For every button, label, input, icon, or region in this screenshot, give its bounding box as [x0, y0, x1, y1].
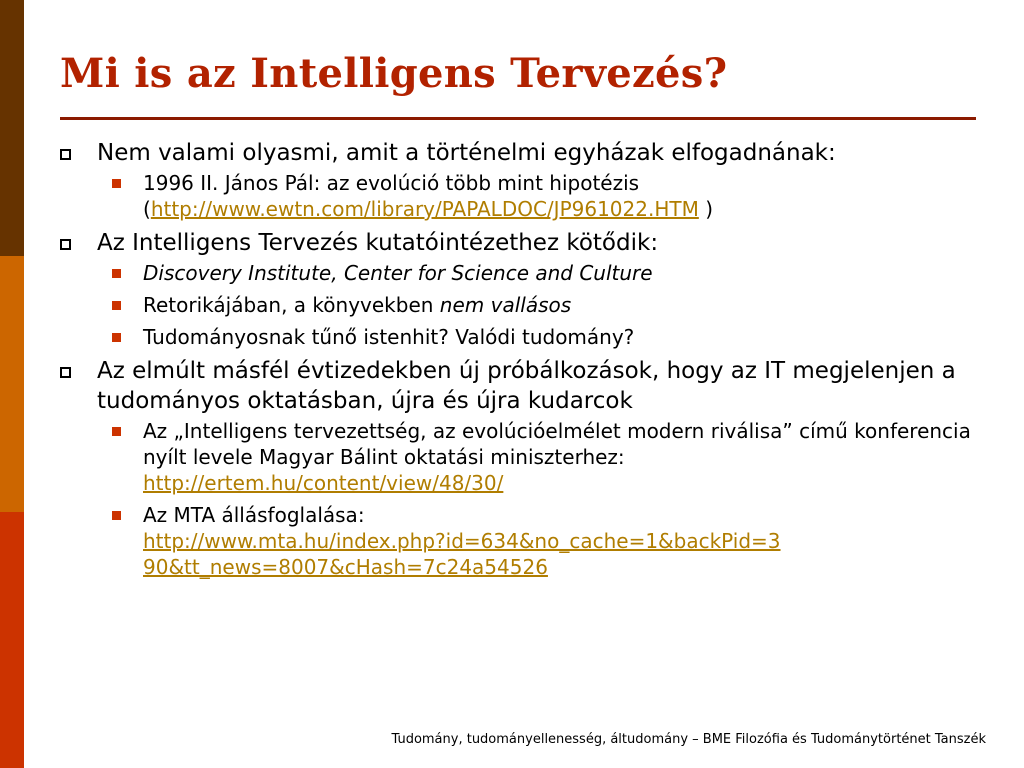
side-band-middle [0, 256, 24, 512]
side-band-bottom [0, 512, 24, 768]
ertem-link[interactable]: http://ertem.hu/content/view/48/30/ [143, 471, 504, 495]
bullet-1 [60, 138, 990, 168]
slide-title: Mi is az Intelligens Tervezés? [60, 50, 728, 97]
bullet-3-sub-2 [97, 502, 990, 580]
square-bullet-icon [112, 301, 121, 310]
bullet-2-sub-2-italic: nem vallásos [439, 293, 572, 317]
bullet-3 [60, 356, 990, 416]
bullet-2-sub-3 [97, 324, 990, 350]
ewtn-link[interactable]: http://www.ewtn.com/library/PAPALDOC/JP961022.HTM [150, 197, 699, 221]
hollow-square-bullet-icon [60, 149, 71, 160]
mta-link-line-2: 90&tt_news=8007&cHash=7c24a54526 [143, 555, 548, 579]
side-band-top [0, 0, 24, 256]
bullet-2-sub-2-text: Retorikájában, a könyvekben [143, 293, 440, 317]
bullet-2-sub-1-text: Discovery Institute, Center for Science and Culture [143, 261, 653, 285]
hollow-square-bullet-icon [60, 367, 71, 378]
bullet-3-text: Az elmúlt másfél évtizedekben új próbálkozások, hogy az IT megjelenjen a tudományos oktatásban, újra és újra kudarcok [97, 358, 956, 414]
square-bullet-icon [112, 269, 121, 278]
square-bullet-icon [112, 333, 121, 342]
bullet-3-sub-1 [97, 418, 990, 496]
close-paren: ) [698, 197, 714, 221]
square-bullet-icon [112, 179, 121, 188]
hollow-square-bullet-icon [60, 239, 71, 250]
bullet-3-sub-1-text: Az „Intelligens tervezettség, az evolúcióelmélet modern riválisa” című konferencia nyílt levele Magyar Bálint oktatási miniszterhez: [143, 419, 971, 469]
slide-footer: Tudomány, tudományellenesség, áltudomány – BME Filozófia és Tudománytörténet Tanszék [391, 732, 986, 747]
bullet-2-sub-3-text: Tudományosnak tűnő istenhit? Valódi tudomány? [143, 325, 635, 349]
slide-content [60, 138, 990, 586]
mta-link-line-1: http://www.mta.hu/index.php?id=634&no_cache=1&backPid=3 [143, 529, 781, 553]
bullet-2 [60, 228, 990, 258]
mta-link[interactable] [143, 529, 781, 579]
bullet-2-text: Az Intelligens Tervezés kutatóintézethez kötődik: [97, 230, 659, 256]
bullet-3-sub-2-text: Az MTA állásfoglalása: [143, 503, 365, 527]
bullet-1-text: Nem valami olyasmi, amit a történelmi egyházak elfogadnának: [97, 140, 836, 166]
bullet-1-sub-1-text: 1996 II. János Pál: az evolúció több mint hipotézis [143, 171, 640, 195]
bullet-2-sub-2 [97, 292, 990, 318]
square-bullet-icon [112, 427, 121, 436]
bullet-1-sub-1 [97, 170, 990, 222]
square-bullet-icon [112, 511, 121, 520]
title-rule [60, 117, 976, 120]
open-paren: ( [143, 197, 151, 221]
bullet-2-sub-1 [97, 260, 990, 286]
